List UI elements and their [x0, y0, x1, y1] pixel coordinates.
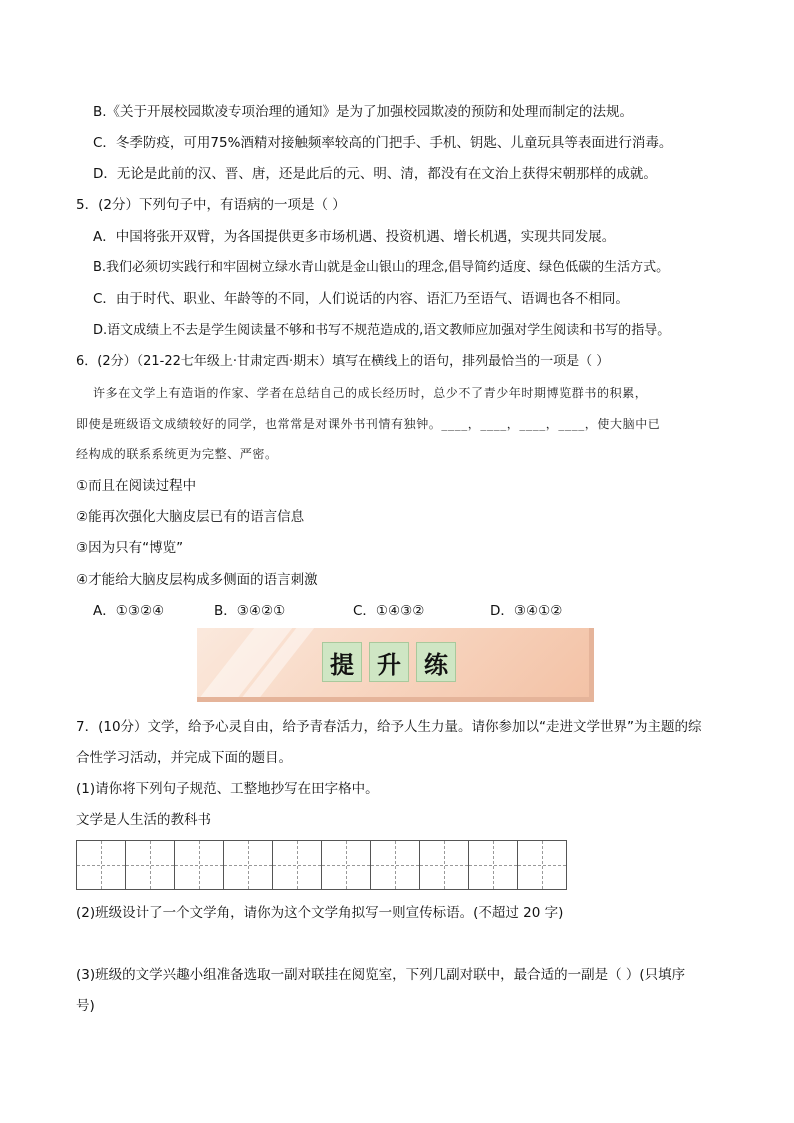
q5-option-d: D.语文成绩上不去是学生阅读量不够和书写不规范造成的,语文教师应加强对学生阅读和书写的指导。 — [93, 323, 671, 338]
grid-cell[interactable] — [175, 840, 224, 890]
banner-title — [322, 642, 456, 682]
q5-option-b: B.我们必须切实践行和牢固树立绿水青山就是金山银山的理念,倡导简约适度、绿色低碳的生活方式。 — [93, 260, 670, 275]
q5-option-c: C．由于时代、职业、年龄等的不同，人们说话的内容、语汇乃至语气、语调也各不相同。 — [93, 291, 629, 307]
q6-item-3: ③因为只有“博览” — [76, 540, 184, 556]
q7-stem-line-1: 7．(10分）文学，给予心灵自由，给予青春活力，给予人生力量。请你参加以“走进文学世界”为主题的综 — [76, 719, 702, 735]
grid-cell[interactable] — [371, 840, 420, 890]
q7-sub2: (2)班级设计了一个文学角，请你为这个文学角拟写一则宣传标语。(不超过 20 字) — [76, 905, 564, 921]
q6-passage-line-2: 即使是班级语文成绩较好的同学，也常常是对课外书刊情有独钟。____，____，____，____，使大脑中已 — [76, 417, 661, 431]
q4-option-d: D．无论是此前的汉、晋、唐，还是此后的元、明、清，都没有在文治上获得宋朝那样的成就。 — [93, 166, 657, 182]
q4-option-b: B.《关于开展校园欺凌专项治理的通知》是为了加强校园欺凌的预防和处理而制定的法规。 — [93, 104, 634, 120]
q6-stem: 6．(2分）（21-22七年级上·甘肃定西·期末）填写在横线上的语句，排列最恰当的一项是（ ） — [76, 354, 610, 369]
q7-sub3-line-1: (3)班级的文学兴趣小组准备选取一副对联挂在阅览室，下列几副对联中，最合适的一副是（ ）(只填序 — [76, 967, 686, 983]
q6-choice-b: B．③④②① — [214, 603, 286, 619]
banner-char: 升 — [369, 642, 409, 682]
grid-cell[interactable] — [420, 840, 469, 890]
banner-char: 提 — [322, 642, 362, 682]
grid-cell[interactable] — [273, 840, 322, 890]
q5-stem: 5．(2分）下列句子中，有语病的一项是（ ） — [76, 197, 346, 213]
grid-cell[interactable] — [224, 840, 273, 890]
q6-choice-c: C．①④③② — [353, 603, 425, 619]
q6-choice-a: A．①③②④ — [93, 603, 165, 619]
banner-char: 练 — [416, 642, 456, 682]
q6-passage-line-3: 经构成的联系系统更为完整、严密。 — [76, 447, 278, 461]
q5-option-a: A．中国将张开双臂，为各国提供更多市场机遇、投资机遇、增长机遇，实现共同发展。 — [93, 229, 616, 245]
q6-choice-d: D．③④①② — [490, 603, 563, 619]
q7-sentence: 文学是人生活的教科书 — [76, 812, 211, 828]
grid-cell[interactable] — [518, 840, 567, 890]
grid-cell[interactable] — [126, 840, 175, 890]
q6-item-2: ②能再次强化大脑皮层已有的语言信息 — [76, 509, 305, 525]
q6-passage-line-1: 许多在文学上有造诣的作家、学者在总结自己的成长经历时，总少不了青少年时期博览群书的积累， — [93, 386, 648, 400]
section-banner — [197, 628, 594, 702]
q6-item-1: ①而且在阅读过程中 — [76, 478, 197, 494]
tianzige-grid[interactable] — [76, 840, 567, 890]
q6-item-4: ④才能给大脑皮层构成多侧面的语言刺激 — [76, 572, 318, 588]
grid-cell[interactable] — [77, 840, 126, 890]
q4-option-c: C．冬季防疫，可用75%酒精对接触频率较高的门把手、手机、钥匙、儿童玩具等表面进行消毒。 — [93, 135, 673, 151]
grid-cell[interactable] — [322, 840, 371, 890]
q7-sub3-line-2: 号) — [76, 998, 95, 1014]
q7-stem-line-2: 合性学习活动，并完成下面的题目。 — [76, 750, 292, 766]
grid-cell[interactable] — [469, 840, 518, 890]
q7-sub1: (1)请你将下列句子规范、工整地抄写在田字格中。 — [76, 781, 379, 797]
